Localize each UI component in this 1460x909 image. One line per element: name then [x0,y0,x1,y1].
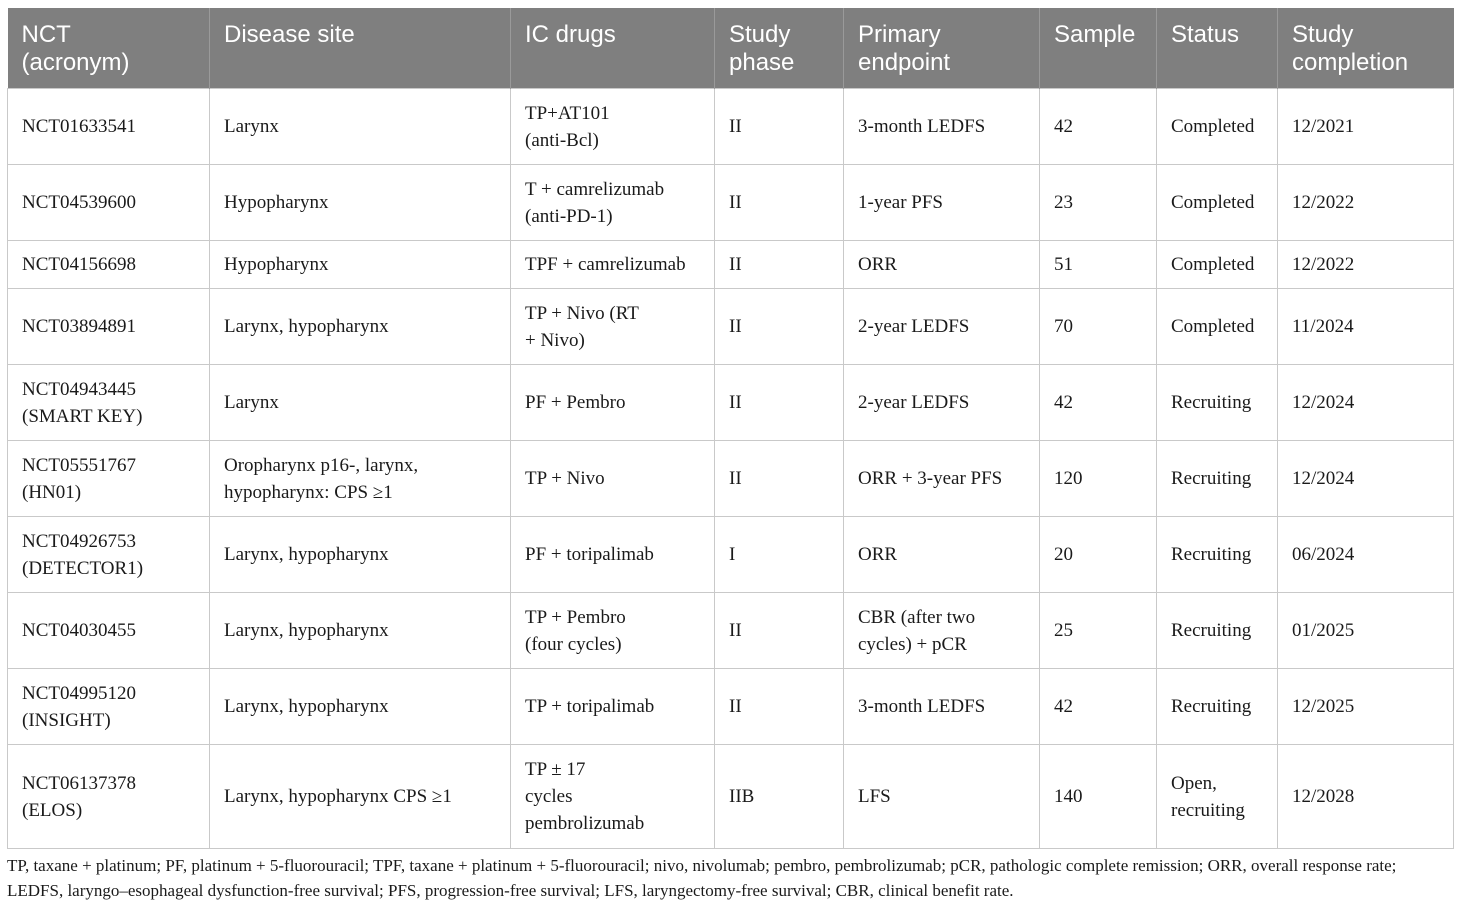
cell-primary-endpoint: 1-year PFS [844,165,1040,241]
table-footnote: TP, taxane + platinum; PF, platinum + 5-fluorouracil; TPF, taxane + platinum + 5-fluorouracil; nivo, nivolumab; pembro, pembrolizumab; pCR, pathologic complete remission; ORR, overall response rate; LEDFS, laryngo–esophageal dysfunction-free survival; PFS, progression-free survival; LFS, laryngectomy-free survival; CBR, clinical benefit rate. [7,856,1397,900]
cell-sample: 23 [1040,165,1157,241]
trials-table-container [7,8,1453,849]
cell-status: Recruiting [1157,517,1278,593]
cell-sample: 70 [1040,289,1157,365]
cell-disease-site: Larynx, hypopharynx [210,669,511,745]
table-row [8,89,1454,165]
cell-study-completion: 12/2022 [1278,241,1454,289]
cell-disease-site: Hypopharynx [210,165,511,241]
cell-status: Recruiting [1157,669,1278,745]
cell-ic-drugs: TP + Nivo [511,441,715,517]
header-status: Status [1157,8,1278,89]
cell-sample: 42 [1040,365,1157,441]
table-row [8,241,1454,289]
table-row [8,669,1454,745]
cell-study-completion: 06/2024 [1278,517,1454,593]
table-header [8,8,1454,89]
cell-study-phase: II [715,669,844,745]
cell-disease-site: Oropharynx p16-, larynx, hypopharynx: CPS ≥1 [210,441,511,517]
cell-study-completion: 12/2024 [1278,441,1454,517]
table-row [8,365,1454,441]
cell-study-phase: IIB [715,745,844,849]
header-disease-site: Disease site [210,8,511,89]
cell-nct: NCT05551767 (HN01) [8,441,210,517]
cell-study-phase: I [715,517,844,593]
cell-nct: NCT04156698 [8,241,210,289]
cell-study-phase: II [715,289,844,365]
cell-primary-endpoint: ORR [844,517,1040,593]
cell-nct: NCT04539600 [8,165,210,241]
trials-table [7,8,1454,849]
cell-ic-drugs: TP + Nivo (RT + Nivo) [511,289,715,365]
cell-study-phase: II [715,241,844,289]
cell-study-phase: II [715,593,844,669]
table-row [8,441,1454,517]
cell-nct: NCT03894891 [8,289,210,365]
header-row [8,8,1454,89]
cell-ic-drugs: TPF + camrelizumab [511,241,715,289]
cell-study-completion: 01/2025 [1278,593,1454,669]
cell-nct: NCT04926753 (DETECTOR1) [8,517,210,593]
cell-study-completion: 12/2025 [1278,669,1454,745]
table-row [8,165,1454,241]
table-row [8,745,1454,849]
cell-ic-drugs: TP ± 17 cycles pembrolizumab [511,745,715,849]
cell-status: Recruiting [1157,441,1278,517]
cell-nct: NCT04943445 (SMART KEY) [8,365,210,441]
header-ic-drugs: IC drugs [511,8,715,89]
cell-sample: 120 [1040,441,1157,517]
cell-primary-endpoint: 2-year LEDFS [844,289,1040,365]
cell-status: Completed [1157,165,1278,241]
cell-ic-drugs: TP + Pembro (four cycles) [511,593,715,669]
cell-sample: 51 [1040,241,1157,289]
cell-study-phase: II [715,365,844,441]
cell-sample: 25 [1040,593,1157,669]
cell-sample: 42 [1040,89,1157,165]
cell-nct: NCT04030455 [8,593,210,669]
table-body [8,89,1454,849]
cell-primary-endpoint: ORR + 3-year PFS [844,441,1040,517]
table-row [8,517,1454,593]
cell-ic-drugs: PF + toripalimab [511,517,715,593]
cell-nct: NCT06137378 (ELOS) [8,745,210,849]
cell-disease-site: Larynx, hypopharynx [210,593,511,669]
cell-status: Recruiting [1157,365,1278,441]
cell-ic-drugs: TP + toripalimab [511,669,715,745]
cell-primary-endpoint: 2-year LEDFS [844,365,1040,441]
cell-disease-site: Larynx, hypopharynx [210,289,511,365]
cell-study-phase: II [715,441,844,517]
cell-status: Completed [1157,241,1278,289]
cell-nct: NCT01633541 [8,89,210,165]
cell-disease-site: Larynx, hypopharynx [210,517,511,593]
header-primary-endpoint: Primary endpoint [844,8,1040,89]
cell-ic-drugs: PF + Pembro [511,365,715,441]
cell-primary-endpoint: LFS [844,745,1040,849]
cell-status: Completed [1157,289,1278,365]
cell-disease-site: Larynx [210,365,511,441]
cell-study-completion: 12/2021 [1278,89,1454,165]
cell-disease-site: Hypopharynx [210,241,511,289]
cell-sample: 140 [1040,745,1157,849]
cell-ic-drugs: T + camrelizumab (anti-PD-1) [511,165,715,241]
cell-status: Recruiting [1157,593,1278,669]
table-row [8,593,1454,669]
cell-primary-endpoint: 3-month LEDFS [844,89,1040,165]
header-study-phase: Study phase [715,8,844,89]
cell-study-phase: II [715,89,844,165]
cell-disease-site: Larynx [210,89,511,165]
cell-study-completion: 12/2022 [1278,165,1454,241]
cell-disease-site: Larynx, hypopharynx CPS ≥1 [210,745,511,849]
cell-sample: 42 [1040,669,1157,745]
cell-status: Open, recruiting [1157,745,1278,849]
cell-primary-endpoint: 3-month LEDFS [844,669,1040,745]
table-row [8,289,1454,365]
header-nct: NCT (acronym) [8,8,210,89]
cell-primary-endpoint: CBR (after two cycles) + pCR [844,593,1040,669]
cell-study-phase: II [715,165,844,241]
cell-status: Completed [1157,89,1278,165]
cell-study-completion: 11/2024 [1278,289,1454,365]
cell-study-completion: 12/2028 [1278,745,1454,849]
cell-ic-drugs: TP+AT101 (anti-Bcl) [511,89,715,165]
cell-primary-endpoint: ORR [844,241,1040,289]
header-sample: Sample [1040,8,1157,89]
header-study-completion: Study completion [1278,8,1454,89]
cell-sample: 20 [1040,517,1157,593]
cell-nct: NCT04995120 (INSIGHT) [8,669,210,745]
cell-study-completion: 12/2024 [1278,365,1454,441]
